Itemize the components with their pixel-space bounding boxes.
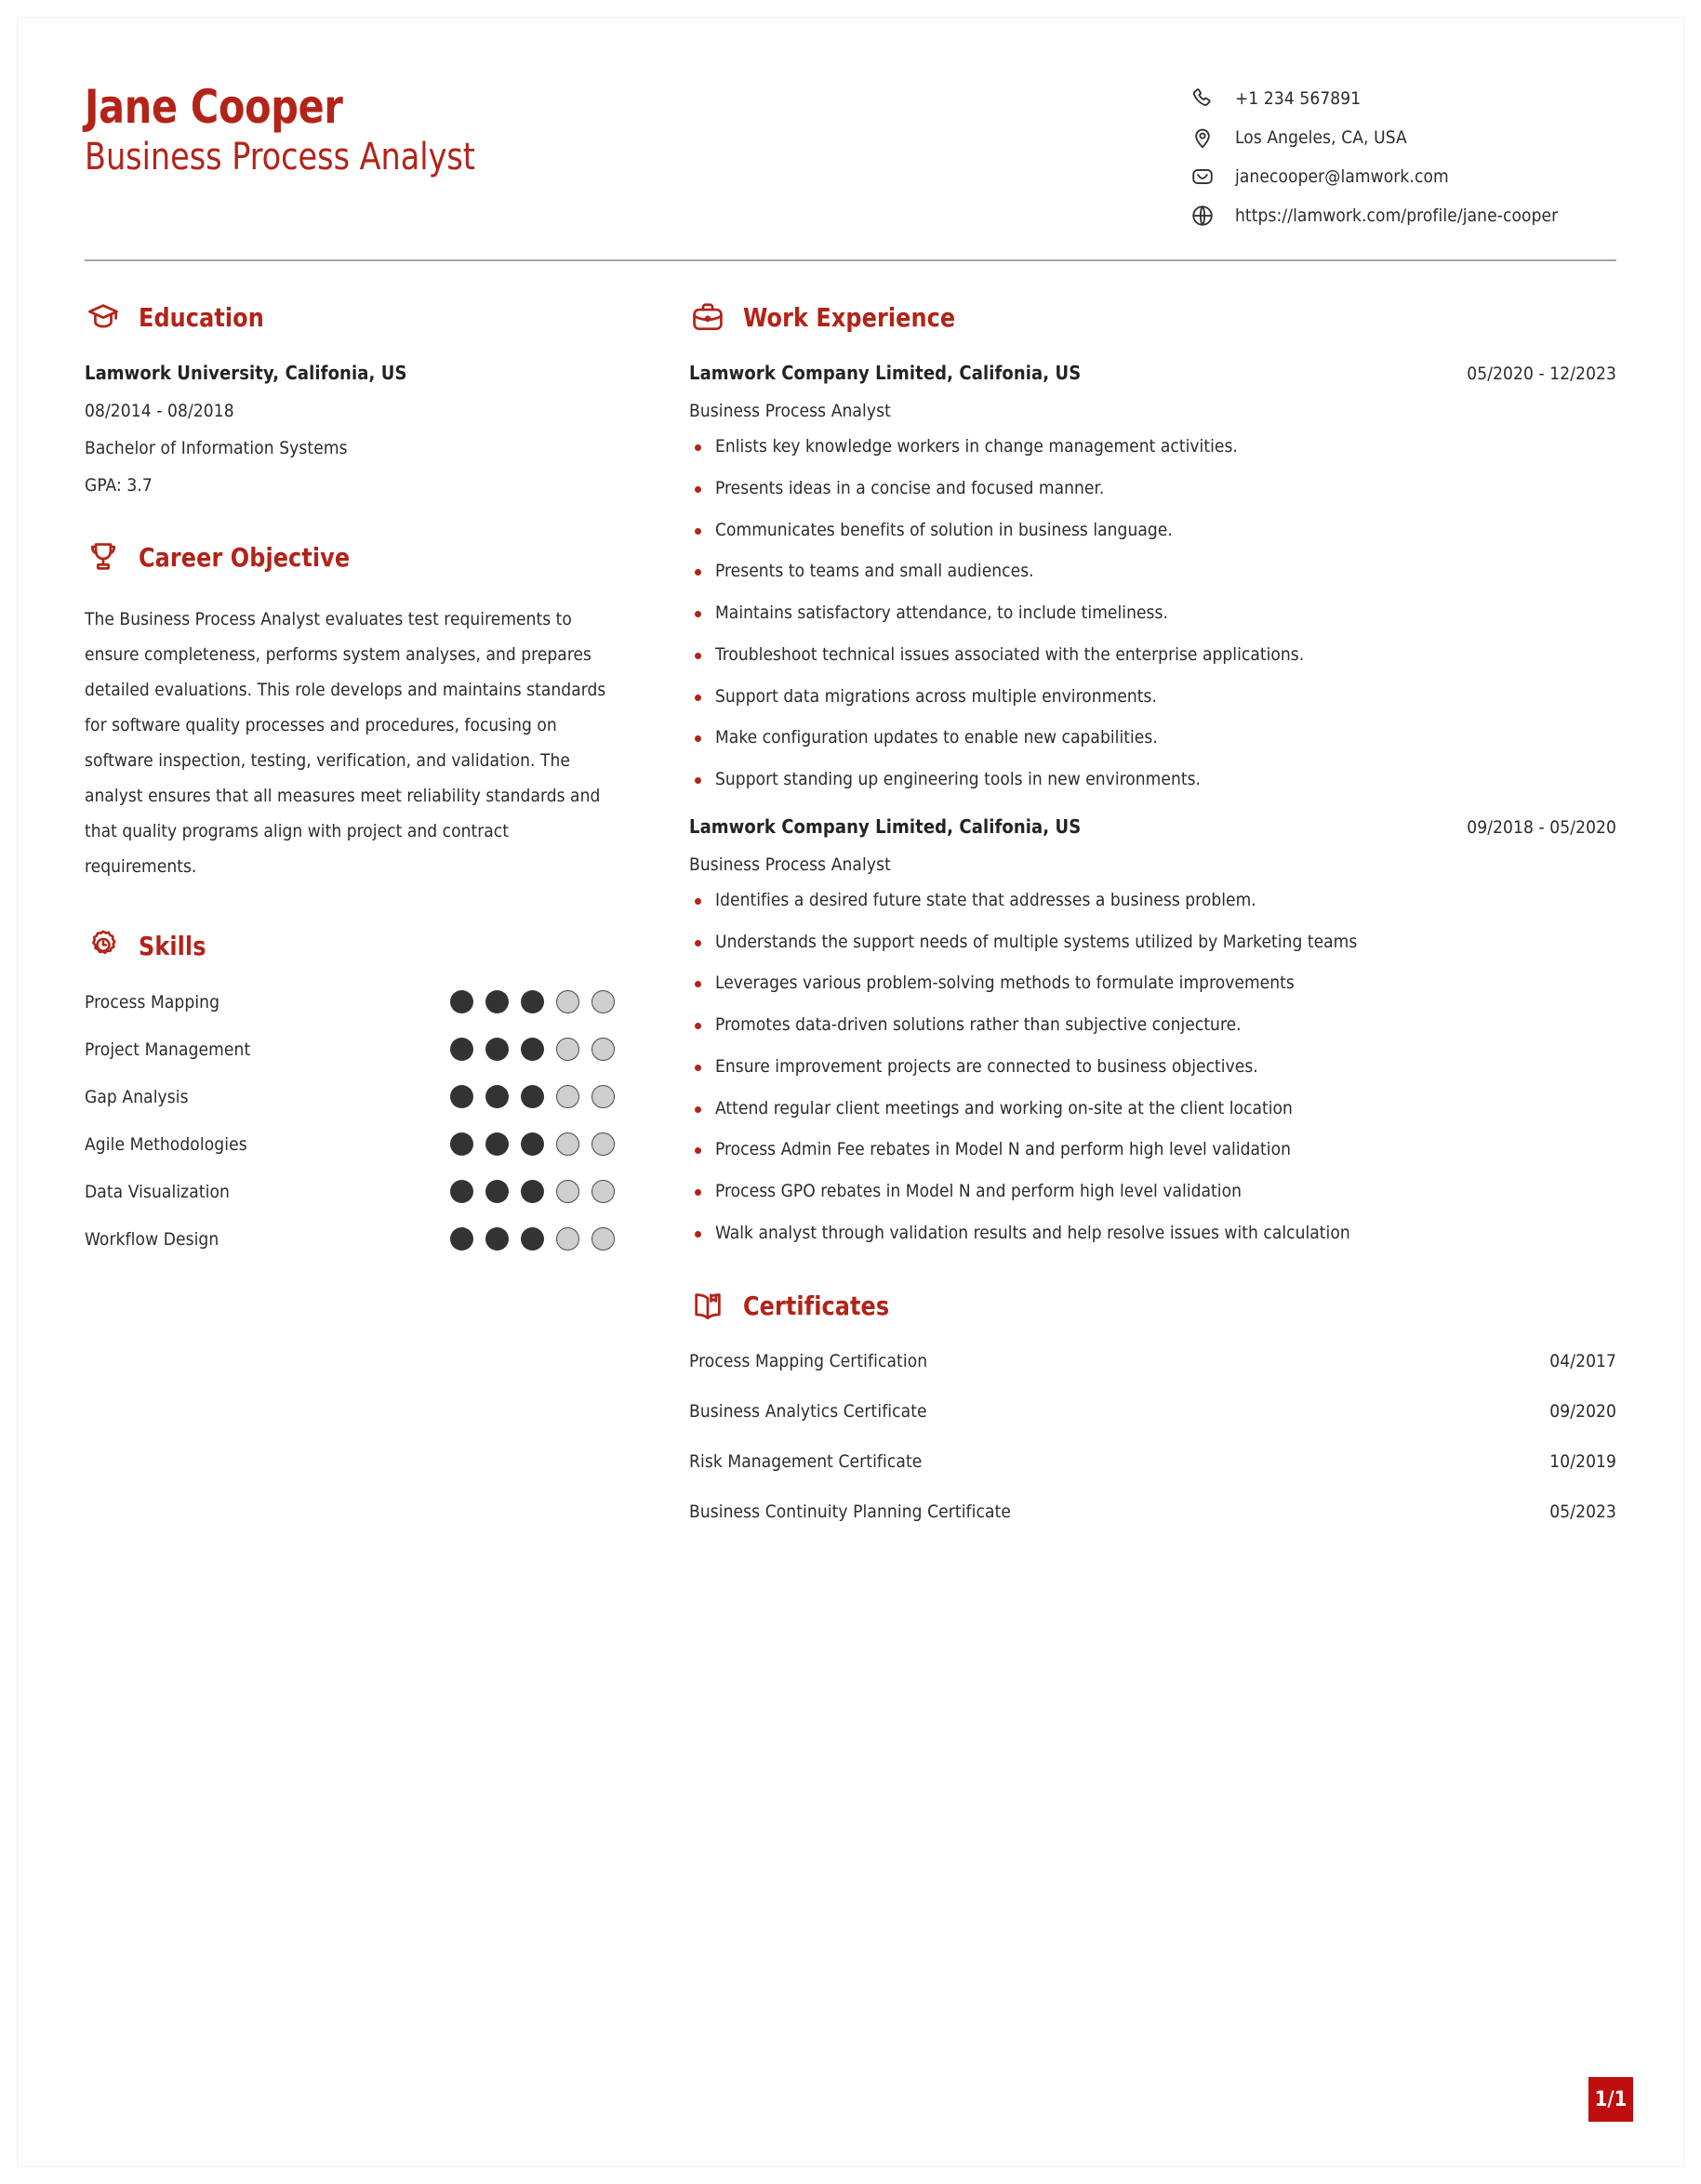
- job-company: Lamwork Company Limited, Califonia, US: [689, 362, 1082, 384]
- skill-rating: [450, 1227, 615, 1251]
- section-work-experience: [689, 298, 1616, 1245]
- job-role: Business Process Analyst: [689, 854, 891, 875]
- skill-dot-filled: [485, 1038, 509, 1061]
- job-entry: [689, 815, 1616, 1245]
- phone-icon: [1189, 85, 1216, 113]
- skill-dot-filled: [485, 1085, 509, 1108]
- work-experience-heading: [689, 298, 1616, 336]
- globe-icon: [1189, 202, 1216, 230]
- job-dates: 05/2020 - 12/2023: [1467, 364, 1616, 384]
- left-column: [85, 298, 643, 1565]
- education-title: Education: [139, 301, 264, 333]
- job-bullets: [689, 890, 1616, 1245]
- certificate-date: 10/2019: [1549, 1450, 1616, 1472]
- skill-label: Data Visualization: [85, 1181, 230, 1202]
- candidate-name: Jane Cooper: [85, 80, 343, 134]
- skill-dot-empty: [591, 1038, 615, 1061]
- certificate-date: 04/2017: [1549, 1350, 1616, 1371]
- certificates-list: [689, 1351, 1616, 1522]
- job-bullet: Promotes data-driven solutions rather than subjective conjecture.: [689, 1014, 1616, 1037]
- skill-dot-filled: [521, 1227, 544, 1251]
- certificate-name: Business Continuity Planning Certificate: [689, 1501, 1012, 1522]
- skill-row: [85, 1132, 615, 1156]
- skill-label: Gap Analysis: [85, 1086, 189, 1107]
- skill-dot-empty: [591, 1180, 615, 1203]
- candidate-job-title: Business Process Analyst: [85, 136, 475, 179]
- certificate-row: [689, 1502, 1616, 1522]
- job-bullet: Communicates benefits of solution in business language.: [689, 520, 1616, 542]
- skill-row: [85, 1227, 615, 1251]
- skill-rating: [450, 990, 615, 1013]
- skill-dot-filled: [450, 1180, 473, 1203]
- job-bullet: Understands the support needs of multiple systems utilized by Marketing teams: [689, 932, 1616, 954]
- skill-dot-empty: [556, 1132, 579, 1156]
- certificate-name: Process Mapping Certification: [689, 1350, 928, 1371]
- page-number-badge: 1/1: [1588, 2077, 1633, 2122]
- section-education: [85, 298, 615, 496]
- skill-dot-filled: [450, 1132, 473, 1156]
- skill-label: Process Mapping: [85, 991, 220, 1013]
- skill-dot-filled: [485, 1180, 509, 1203]
- skill-dot-empty: [591, 990, 615, 1013]
- job-entry: [689, 362, 1616, 791]
- certificate-row: [689, 1401, 1616, 1422]
- briefcase-icon: [689, 298, 726, 336]
- gear-clock-icon: [85, 927, 122, 964]
- skill-dot-filled: [485, 990, 509, 1013]
- certificate-row: [689, 1451, 1616, 1472]
- job-bullet: Troubleshoot technical issues associated with the enterprise applications.: [689, 644, 1616, 667]
- skill-row: [85, 1085, 615, 1108]
- job-bullet: Presents ideas in a concise and focused manner.: [689, 478, 1616, 500]
- contact-phone[interactable]: [1189, 85, 1616, 113]
- education-school: Lamwork University, Califonia, US: [85, 362, 407, 384]
- education-degree: Bachelor of Information Systems: [85, 438, 348, 458]
- certificate-name: Business Analytics Certificate: [689, 1400, 927, 1422]
- career-objective-text: The Business Process Analyst evaluates test requirements to ensure completeness, performs system analyses, and prepares detailed evaluations. This role develops and maintains standards for software quality processes and procedures, focusing on software inspection, testing, verification, and validation. The analyst ensures that all measures meet reliability standards and that quality programs align with project and contract requirements.: [85, 609, 606, 877]
- skill-dot-filled: [450, 1085, 473, 1108]
- skill-dot-filled: [450, 990, 473, 1013]
- contact-phone-value: +1 234 567891: [1235, 88, 1362, 109]
- education-heading: [85, 298, 615, 336]
- skill-dot-filled: [450, 1227, 473, 1251]
- skill-row: [85, 1038, 615, 1061]
- skill-label: Project Management: [85, 1039, 251, 1060]
- contact-location[interactable]: [1189, 124, 1616, 152]
- skill-dot-empty: [556, 1085, 579, 1108]
- job-bullet: Process GPO rebates in Model N and perform high level validation: [689, 1181, 1616, 1203]
- skill-dot-filled: [521, 1132, 544, 1156]
- work-experience-title: Work Experience: [743, 301, 956, 333]
- certificate-name: Risk Management Certificate: [689, 1450, 923, 1472]
- job-bullet: Process Admin Fee rebates in Model N and perform high level validation: [689, 1139, 1616, 1161]
- job-company: Lamwork Company Limited, Califonia, US: [689, 814, 1082, 838]
- contact-website-value: https://lamwork.com/profile/jane-cooper: [1235, 205, 1559, 226]
- skill-dot-empty: [556, 1227, 579, 1251]
- job-bullet: Maintains satisfactory attendance, to include timeliness.: [689, 602, 1616, 625]
- job-bullet: Make configuration updates to enable new capabilities.: [689, 727, 1616, 749]
- resume-header: [85, 66, 1616, 230]
- career-objective-heading: [85, 538, 615, 576]
- job-bullet: Presents to teams and small audiences.: [689, 561, 1616, 583]
- section-certificates: [689, 1288, 1616, 1522]
- skill-dot-filled: [450, 1038, 473, 1061]
- skill-dot-filled: [485, 1227, 509, 1251]
- skill-dot-filled: [521, 1180, 544, 1203]
- job-role: Business Process Analyst: [689, 401, 891, 421]
- job-bullet: Identifies a desired future state that addresses a business problem.: [689, 890, 1616, 912]
- email-icon: [1189, 163, 1216, 191]
- career-objective-title: Career Objective: [139, 541, 351, 573]
- certificate-date: 05/2023: [1549, 1501, 1616, 1522]
- certificates-title: Certificates: [743, 1291, 890, 1321]
- job-bullet: Walk analyst through validation results and help resolve issues with calculation: [689, 1223, 1616, 1245]
- location-icon: [1189, 124, 1216, 152]
- skill-row: [85, 990, 615, 1013]
- section-skills: [85, 927, 615, 1251]
- section-career-objective: [85, 538, 615, 884]
- job-bullet: Support data migrations across multiple environments.: [689, 686, 1616, 708]
- job-header: [689, 815, 1616, 838]
- skill-dot-filled: [521, 990, 544, 1013]
- skill-rating: [450, 1132, 615, 1156]
- contact-website[interactable]: [1189, 202, 1616, 230]
- open-book-icon: [689, 1288, 726, 1325]
- education-gpa: GPA: 3.7: [85, 475, 153, 496]
- trophy-icon: [85, 538, 122, 576]
- skill-rating: [450, 1085, 615, 1108]
- skill-dot-empty: [556, 990, 579, 1013]
- resume-sheet: [17, 17, 1684, 2167]
- contact-email[interactable]: [1189, 163, 1616, 191]
- resume-body: [85, 261, 1616, 1565]
- job-bullet: Ensure improvement projects are connected to business objectives.: [689, 1056, 1616, 1079]
- skills-heading: [85, 927, 615, 964]
- job-header: [689, 362, 1616, 384]
- education-dates: 08/2014 - 08/2018: [85, 401, 234, 421]
- skill-row: [85, 1180, 615, 1203]
- job-bullets: [689, 436, 1616, 791]
- identity-block: [85, 77, 505, 180]
- skill-dot-empty: [591, 1227, 615, 1251]
- job-dates: 09/2018 - 05/2020: [1467, 816, 1616, 838]
- contact-email-value: janecooper@lamwork.com: [1235, 166, 1449, 187]
- jobs-list: [689, 362, 1616, 1245]
- skills-list: [85, 990, 615, 1251]
- contact-list: [1189, 77, 1616, 230]
- skill-dot-empty: [556, 1038, 579, 1061]
- job-bullet: Support standing up engineering tools in new environments.: [689, 769, 1616, 791]
- skill-dot-filled: [521, 1038, 544, 1061]
- graduation-cap-icon: [85, 298, 122, 336]
- skills-title: Skills: [139, 930, 206, 961]
- certificate-date: 09/2020: [1549, 1400, 1616, 1422]
- contact-location-value: Los Angeles, CA, USA: [1235, 127, 1407, 148]
- skill-dot-empty: [591, 1132, 615, 1156]
- skill-dot-filled: [521, 1085, 544, 1108]
- right-column: [643, 298, 1616, 1565]
- skill-label: Agile Methodologies: [85, 1133, 247, 1155]
- skill-dot-empty: [591, 1085, 615, 1108]
- job-bullet: Enlists key knowledge workers in change management activities.: [689, 436, 1616, 458]
- job-bullet: Leverages various problem-solving methods to formulate improvements: [689, 973, 1616, 995]
- job-bullet: Attend regular client meetings and working on-site at the client location: [689, 1098, 1616, 1120]
- skill-rating: [450, 1038, 615, 1061]
- skill-rating: [450, 1180, 615, 1203]
- skill-dot-filled: [485, 1132, 509, 1156]
- skill-dot-empty: [556, 1180, 579, 1203]
- certificates-heading: [689, 1288, 1616, 1325]
- skill-label: Workflow Design: [85, 1228, 219, 1250]
- certificate-row: [689, 1351, 1616, 1371]
